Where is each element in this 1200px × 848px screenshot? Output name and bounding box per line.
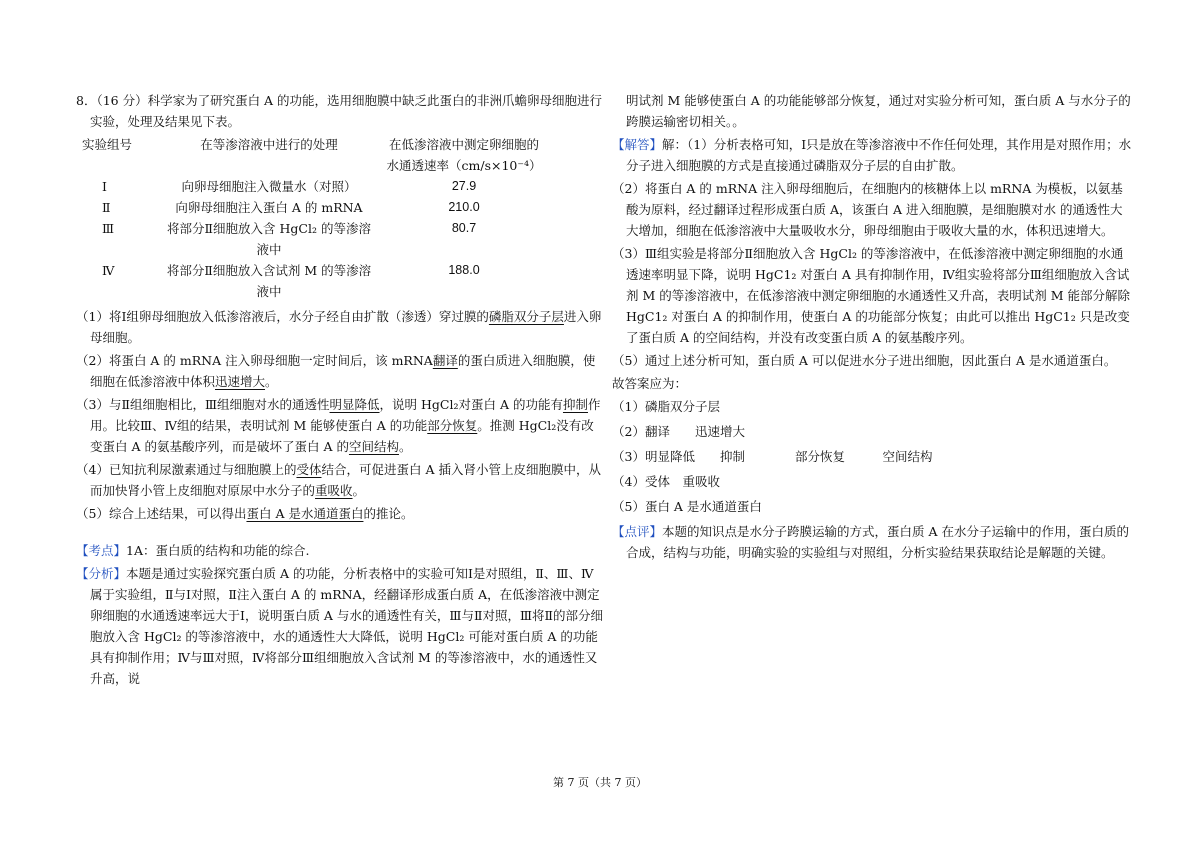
q3-answer-blank-1: 明显降低	[329, 397, 380, 412]
answer-line: （1）磷脂双分子层	[612, 399, 720, 414]
table-cell-group: Ⅰ	[102, 179, 107, 194]
answers-list	[612, 396, 1132, 517]
table-row	[76, 197, 554, 218]
fenxi-section	[76, 563, 604, 689]
table-header-row	[76, 134, 554, 176]
question-intro: 8．（16 分）科学家为了研究蛋白 A 的功能，选用细胞膜中缺乏此蛋白的非洲爪蟾卵母细胞进行实验，处理及结果见下表。	[76, 93, 603, 129]
q5-answer-blank: 蛋白 A 是水通道蛋白	[246, 506, 364, 521]
jieda-p2: （2）将蛋白 A 的 mRNA 注入卵母细胞后，在细胞内的核糖体上以 mRNA 为模板，以氨基酸为原料，经过翻译过程形成蛋白质 A，该蛋白 A 进入细胞膜，是细胞膜对水 的通透性大大增加，细胞在低渗溶液中大量吸收水分，卵母细胞由于吸收大量的水，体积迅速增大。	[612, 181, 1123, 238]
q1-text-a: （1）将Ⅰ组卵母细胞放入低渗溶液后，水分子经自由扩散（渗透）穿过膜的	[76, 309, 489, 324]
table-header-rate-line2: 水通透速率（cm/s×10⁻⁴）	[386, 158, 542, 173]
jieda-p1: 解：（1）分析表格可知，Ⅰ只是放在等渗溶液中不作任何处理，其作用是对照作用；水分子进入细胞膜的方式是直接通过磷脂双分子层的自由扩散。	[626, 137, 1132, 173]
table-header-rate-line1: 在低渗溶液中测定卵细胞的	[388, 137, 539, 152]
table-cell-group: Ⅲ	[102, 221, 115, 236]
q3-text-b: ，说明 HgCl₂对蛋白 A 的功能有	[379, 397, 563, 412]
table-cell-rate: 27.9	[451, 179, 477, 193]
table-cell-rate: 210.0	[448, 200, 480, 214]
jieda-p5: （5）通过上述分析可知，蛋白质 A 可以促进水分子进出细胞，因此蛋白 A 是水通道蛋白。	[612, 353, 1117, 368]
table-row	[76, 176, 554, 197]
q1-text-b: 进入卵母细胞。	[90, 309, 602, 345]
q3-text-a: （3）与Ⅱ组细胞相比，Ⅲ组细胞对水的通透性	[76, 397, 330, 412]
kaodian-text: 1A：蛋白质的结构和功能的综合.	[126, 543, 310, 558]
table-cell-group: Ⅳ	[102, 263, 115, 278]
q2-answer-blank-1: 翻译	[432, 353, 458, 368]
right-column	[612, 90, 1132, 565]
q3-text-c: 作用。比较Ⅲ、Ⅳ组的结果，表明试剂 M 能够使蛋白 A 的功能	[90, 397, 601, 433]
q4-text-c: 。	[352, 483, 366, 498]
question-3	[76, 394, 604, 457]
q2-text-c: 。	[265, 374, 278, 389]
table-cell-rate: 188.0	[448, 263, 480, 277]
table-row	[76, 260, 554, 302]
table-cell-treatment: 向卵母细胞注入微量水（对照）	[181, 179, 357, 194]
q4-answer-blank-1: 受体	[296, 462, 322, 477]
jieda-tag: 【解答】	[612, 137, 663, 152]
jieda-p3: （3）Ⅲ组实验是将部分Ⅱ细胞放入含 HgCl₂ 的等渗溶液中，在低渗溶液中测定卵细胞的水通透速率明显下降，说明 HgC1₂ 对蛋白 A 具有抑制作用，Ⅳ组实验将部分Ⅲ组细胞放入含试剂 M 的等渗溶液中，在低渗溶液中测定卵细胞的水通透性又升高，表明试剂 M 能部分解除 HgC1₂ 对蛋白 A 的抑制作用，使蛋白 A 的功能部分恢复；由此可以推出 HgC1₂ 只是改变了蛋白质 A 的空间结构，并没有改变蛋白质 A 的氨基酸序列。	[612, 246, 1130, 345]
table-header-rate	[374, 134, 554, 176]
answer-line: （2）翻译 迅速增大	[612, 424, 745, 439]
answers-title: 故答案应为：	[612, 376, 688, 391]
table-cell-treatment: 向卵母细胞注入蛋白 A 的 mRNA	[175, 200, 363, 215]
dianping-text: 本题的知识点是水分子跨膜运输的方式，蛋白质 A 在水分子运输中的作用，蛋白质的合成，结构与功能，明确实验的实验组与对照组，分析实验结果获取结论是解题的关键。	[626, 524, 1129, 560]
left-column	[76, 90, 604, 691]
dianping-tag: 【点评】	[612, 524, 663, 539]
q4-text-b: 结合，可促进蛋白 A 插入肾小管上皮细胞膜中，从而加快肾小管上皮细胞对原尿中水分子的	[90, 462, 601, 498]
q4-text-a: （4）已知抗利尿激素通过与细胞膜上的	[76, 462, 297, 477]
dianping-section	[612, 521, 1132, 563]
kaodian-tag: 【考点】	[76, 543, 127, 558]
fenxi-continued: 明试剂 M 能够使蛋白 A 的功能能够部分恢复，通过对实验分析可知，蛋白质 A 与水分子的跨膜运输密切相关。。	[626, 93, 1131, 129]
answer-line: （3）明显降低 抑制 部分恢复 空间结构	[612, 449, 933, 464]
answer-line: （5）蛋白 A 是水通道蛋白	[612, 499, 762, 514]
question-2	[76, 350, 604, 392]
q2-answer-blank-2: 迅速增大	[215, 374, 266, 389]
q3-text-d: 。推测 HgCl₂没有改变蛋白 A 的氨基酸序列，而是破坏了蛋白 A 的	[90, 418, 594, 454]
q3-text-e: 。	[398, 439, 412, 454]
table-row	[76, 218, 554, 260]
q3-answer-blank-2: 抑制	[562, 397, 588, 412]
q2-text-b: 的蛋白质进入细胞膜，使细胞在低渗溶液中体积	[90, 353, 596, 389]
fenxi-tag: 【分析】	[76, 566, 127, 581]
question-1	[76, 306, 604, 348]
answer-line: （4）受体 重吸收	[612, 474, 720, 489]
table-header-treatment: 在等渗溶液中进行的处理	[200, 137, 338, 152]
question-4	[76, 459, 604, 501]
page-footer: 第 7 页（共 7 页）	[553, 776, 647, 789]
q5-text-a: （5）综合上述结果，可以得出	[76, 506, 247, 521]
q3-answer-blank-4: 空间结构	[348, 439, 399, 454]
table-cell-rate: 80.7	[451, 221, 477, 235]
kaodian-section	[76, 540, 604, 561]
spacer	[76, 526, 604, 540]
fenxi-text: 本题是通过实验探究蛋白质 A 的功能，分析表格中的实验可知Ⅰ是对照组，Ⅱ、Ⅲ、Ⅳ属于实验组，Ⅱ与Ⅰ对照，Ⅱ注入蛋白 A 的 mRNA，经翻译形成蛋白质 A，在低渗溶液中测定卵细胞的水通透速率远大于Ⅰ，说明蛋白质 A 与水的通透性有关，Ⅲ与Ⅱ对照，Ⅲ将Ⅱ的部分细胞放入含 HgCl₂ 的等渗溶液中，水的通透性大大降低，说明 HgCl₂ 可能对蛋白质 A 的功能具有抑制作用；Ⅳ与Ⅲ对照，Ⅳ将部分Ⅲ组细胞放入含试剂 M 的等渗溶液中，水的通透性又升高，说	[90, 566, 604, 686]
table-cell-treatment: 将部分Ⅱ细胞放入含 HgCl₂ 的等渗溶液中	[167, 221, 371, 257]
q1-answer-blank: 磷脂双分子层	[488, 309, 564, 324]
jieda-section	[612, 134, 1132, 176]
q2-text-a: （2）将蛋白 A 的 mRNA 注入卵母细胞一定时间后，该 mRNA	[76, 353, 433, 368]
table-header-group: 实验组号	[82, 137, 133, 152]
q5-text-b: 的推论。	[363, 506, 414, 521]
question-5	[76, 503, 604, 524]
q4-answer-blank-2: 重吸收	[315, 483, 353, 498]
table-cell-treatment: 将部分Ⅱ细胞放入含试剂 M 的等渗溶液中	[166, 263, 372, 299]
q3-answer-blank-3: 部分恢复	[427, 418, 478, 433]
table-cell-group: Ⅱ	[102, 200, 111, 215]
experiment-table	[76, 134, 554, 302]
